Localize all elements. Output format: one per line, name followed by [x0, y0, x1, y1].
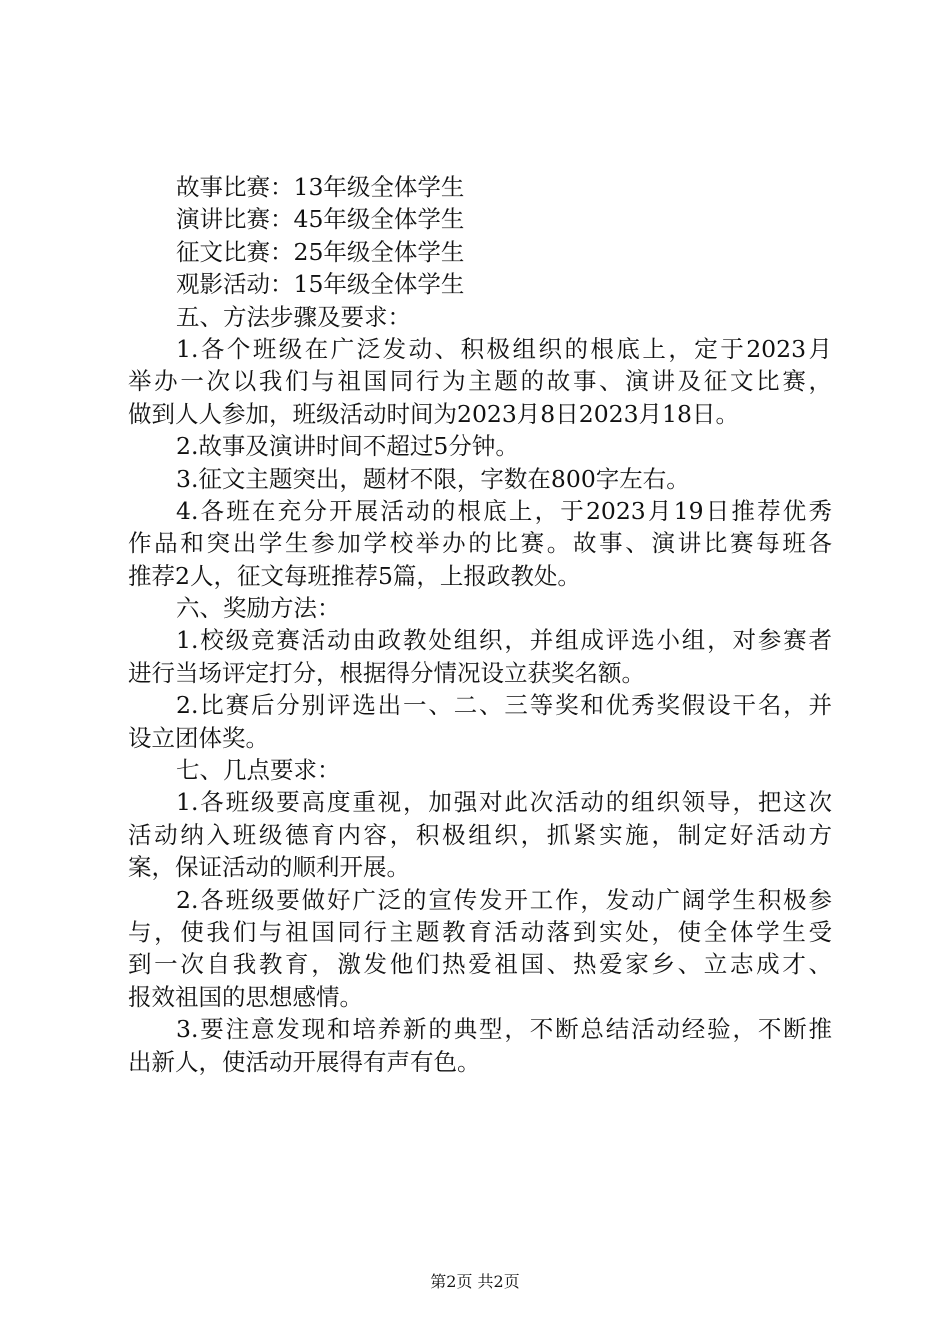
- section-heading: 六、奖励方法：: [176, 594, 341, 623]
- text-line: 进行当场评定打分，根据得分情况设立获奖名额。: [128, 658, 645, 687]
- text-line: 案，保证活动的顺利开展。: [128, 853, 410, 882]
- text-line: 故事比赛：13年级全体学生: [176, 173, 465, 201]
- section-heading: 七、几点要求：: [176, 756, 341, 785]
- text-line: 观影活动：15年级全体学生: [176, 270, 465, 299]
- text-line: 到一次自我教育，激发他们热爱祖国、热爱家乡、立志成才、: [128, 950, 832, 979]
- text-line: 设立团体奖。: [128, 723, 269, 752]
- text-line: 演讲比赛：45年级全体学生: [176, 205, 465, 234]
- text-line: 4.各班在充分开展活动的根底上，于2023月19日推荐优秀: [176, 496, 832, 525]
- text-line: 1.各班级要高度重视，加强对此次活动的组织领导，把这次: [176, 788, 832, 817]
- text-line: 推荐2人，征文每班推荐5篇，上报政教处。: [128, 561, 581, 590]
- text-line: 1.校级竞赛活动由政教处组织，并组成评选小组，对参赛者: [176, 626, 832, 655]
- text-line: 1.各个班级在广泛发动、积极组织的根底上，定于2023月: [176, 334, 832, 363]
- text-line: 2.各班级要做好广泛的宣传发开工作，发动广阔学生积极参: [176, 885, 832, 914]
- text-line: 2.比赛后分别评选出一、二、三等奖和优秀奖假设干名，并: [176, 691, 832, 720]
- document-body: [128, 171, 832, 1078]
- text-line: 出新人，使活动开展得有声有色。: [128, 1047, 481, 1076]
- text-line: 与，使我们与祖国同行主题教育活动落到实处，使全体学生受: [128, 917, 832, 946]
- text-line: 3.征文主题突出，题材不限，字数在800字左右。: [176, 464, 690, 493]
- page-footer: 第2页 共2页: [430, 1272, 520, 1291]
- text-line: 报效祖国的思想感情。: [128, 982, 363, 1011]
- text-line: 3.要注意发现和培养新的典型，不断总结活动经验，不断推: [176, 1015, 832, 1044]
- text-line: 举办一次以我们与祖国同行为主题的故事、演讲及征文比赛，: [128, 367, 832, 396]
- section-heading: 五、方法步骤及要求：: [176, 302, 411, 331]
- text-line: 2.故事及演讲时间不超过5分钟。: [176, 432, 519, 461]
- text-line: 征文比赛：25年级全体学生: [176, 237, 465, 266]
- text-line: 活动纳入班级德育内容，积极组织，抓紧实施，制定好活动方: [128, 820, 832, 849]
- text-line: 作品和突出学生参加学校举办的比赛。故事、演讲比赛每班各: [128, 529, 832, 558]
- text-line: 做到人人参加，班级活动时间为2023月8日2023月18日。: [128, 399, 739, 428]
